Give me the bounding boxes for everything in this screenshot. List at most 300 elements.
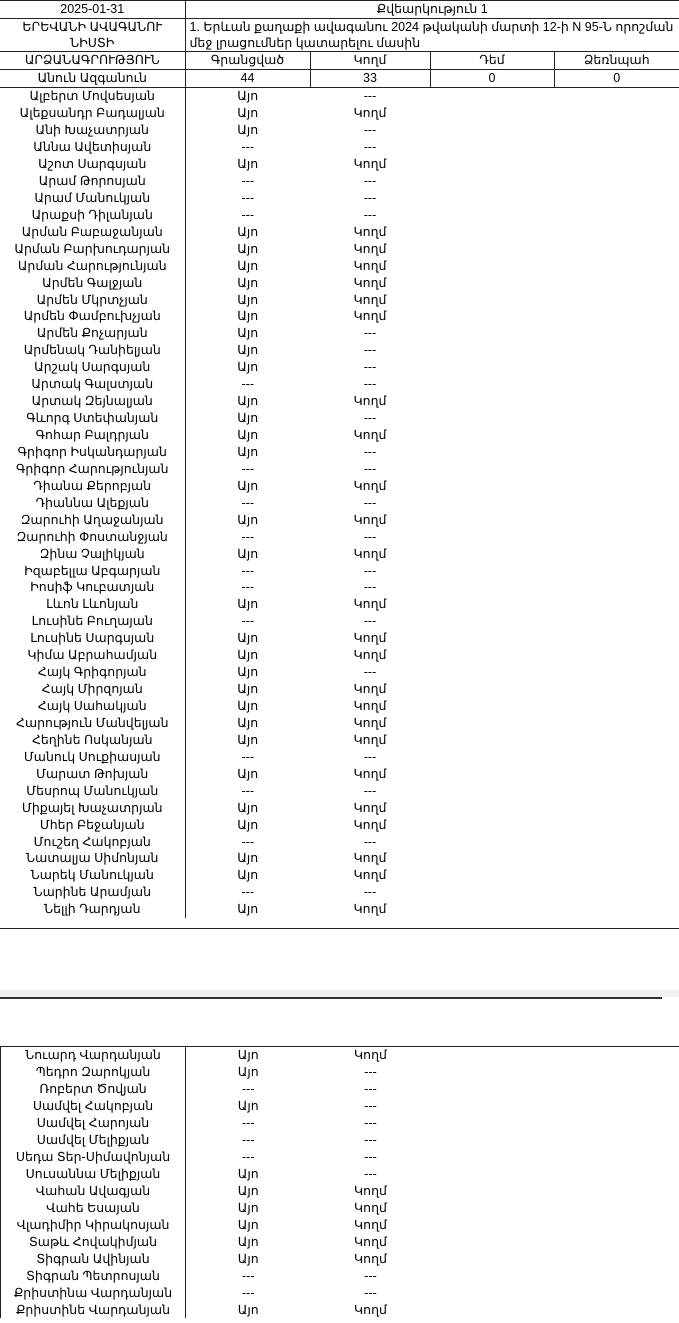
column-header-registered: Գրանցված <box>185 51 310 69</box>
abstain-cell <box>554 206 679 223</box>
registered-status: Այո <box>237 1183 259 1198</box>
member-name: Արմեն Գալջյան <box>0 274 185 291</box>
registered-status: Այո <box>237 444 259 459</box>
member-name: Գրիգոր Իսկանդարյան <box>0 444 185 461</box>
member-row <box>0 901 679 918</box>
abstain-cell <box>554 613 679 630</box>
member-row <box>0 494 679 511</box>
abstain-cell <box>554 122 679 139</box>
registered-status: --- <box>242 1150 255 1165</box>
member-row <box>0 596 679 613</box>
member-row <box>0 511 679 528</box>
against-cell <box>431 1098 555 1115</box>
member-row <box>0 528 679 545</box>
against-cell <box>430 139 554 156</box>
member-name: Իոսիֆ Կուբատյան <box>0 579 185 596</box>
registered-status: Այո <box>237 292 259 307</box>
abstain-cell <box>554 342 679 359</box>
registered-status: Այո <box>237 817 259 832</box>
member-name: Անի Խաչատրյան <box>0 122 185 139</box>
against-cell <box>430 359 554 376</box>
member-name: Քրիստինե Վարդանյան <box>1 1301 186 1318</box>
registered-status: Այո <box>237 766 259 781</box>
member-row <box>1 1166 679 1183</box>
member-row <box>0 460 679 477</box>
abstain-cell <box>554 816 679 833</box>
registered-status: Այո <box>237 275 259 290</box>
abstain-cell <box>554 850 679 867</box>
member-row <box>0 87 679 104</box>
abstain-cell <box>554 562 679 579</box>
member-row <box>0 562 679 579</box>
abstain-cell <box>554 427 679 444</box>
registered-status: Այո <box>237 1099 259 1114</box>
member-name: Միքայել Խաչատրյան <box>0 799 185 816</box>
member-row <box>1 1064 679 1081</box>
total-abstain: 0 <box>554 69 679 87</box>
member-name: Սամվել Հարոյան <box>1 1115 186 1132</box>
member-row <box>0 816 679 833</box>
registered-status: Այո <box>237 1048 259 1063</box>
against-cell <box>430 867 554 884</box>
abstain-cell <box>554 359 679 376</box>
results-sheet-page-2 <box>0 1046 679 1318</box>
abstain-cell <box>555 1183 679 1200</box>
member-name: Լուսինե Բուղայան <box>0 613 185 630</box>
registered-status: Այո <box>237 224 259 239</box>
org-agenda-row <box>0 18 679 51</box>
registered-status: Այո <box>237 343 259 358</box>
against-cell <box>430 833 554 850</box>
registered-status: Այո <box>237 902 259 917</box>
member-row <box>0 240 679 257</box>
registered-status: Այո <box>237 1234 259 1249</box>
member-row <box>0 206 679 223</box>
vote-status: Կողմ <box>353 800 387 815</box>
member-row <box>0 223 679 240</box>
registered-status: Այո <box>237 360 259 375</box>
registered-status: Այո <box>237 665 259 680</box>
against-cell <box>430 545 554 562</box>
abstain-cell <box>554 460 679 477</box>
registered-status: --- <box>241 529 254 544</box>
abstain-cell <box>554 494 679 511</box>
vote-status: --- <box>363 834 377 849</box>
vote-status: --- <box>364 1167 377 1182</box>
against-cell <box>431 1047 555 1064</box>
vote-status: --- <box>363 580 377 595</box>
member-name: Տիգրան Պետրոսյան <box>1 1267 186 1284</box>
registered-status: --- <box>241 749 254 764</box>
abstain-cell <box>554 325 679 342</box>
registered-status: --- <box>241 563 254 578</box>
member-row <box>0 291 679 308</box>
member-name: Մուշեղ Հակոբյան <box>0 833 185 850</box>
member-name: Հայկ Գրիգորյան <box>0 664 185 681</box>
member-row <box>1 1233 679 1250</box>
abstain-cell <box>554 105 679 122</box>
vote-status: Կողմ <box>353 224 387 239</box>
member-name: Արման Բաբաջանյան <box>0 223 185 240</box>
vote-status: --- <box>363 123 377 138</box>
vote-status: Կողմ <box>353 817 387 832</box>
registered-status: Այո <box>237 1167 259 1182</box>
voting-results-table-continued <box>0 1046 679 1318</box>
column-header-name: Անուն Ազգանուն <box>0 69 185 87</box>
registered-status: Այո <box>237 732 259 747</box>
vote-status: Կողմ <box>353 241 387 256</box>
against-cell <box>430 342 554 359</box>
against-cell <box>430 460 554 477</box>
against-cell <box>431 1149 555 1166</box>
against-cell <box>431 1199 555 1216</box>
abstain-cell <box>554 139 679 156</box>
registered-status: Այո <box>237 326 259 341</box>
vote-status: Կողմ <box>353 597 387 612</box>
member-row <box>0 427 679 444</box>
member-row <box>1 1216 679 1233</box>
member-name: Արտակ Գալստյան <box>0 376 185 393</box>
registered-status: Այո <box>237 715 259 730</box>
registered-status: --- <box>241 377 254 392</box>
against-cell <box>430 698 554 715</box>
member-name: Արշակ Սարգսյան <box>0 359 185 376</box>
vote-status: Կողմ <box>354 1302 387 1317</box>
abstain-cell <box>554 410 679 427</box>
registered-status: Այո <box>237 512 259 527</box>
abstain-cell <box>554 647 679 664</box>
abstain-cell <box>554 884 679 901</box>
member-row <box>0 647 679 664</box>
member-row <box>0 748 679 765</box>
vote-status: --- <box>363 529 377 544</box>
vote-status: Կողմ <box>353 292 387 307</box>
against-cell <box>431 1233 555 1250</box>
vote-status: --- <box>363 411 377 426</box>
vote-status: Կողմ <box>353 157 387 172</box>
registered-status: Այո <box>237 106 259 121</box>
member-row <box>0 613 679 630</box>
against-cell <box>430 816 554 833</box>
registered-status: --- <box>241 614 254 629</box>
member-row <box>0 410 679 427</box>
member-name: Զարուհի Փոստանջյան <box>0 528 185 545</box>
against-cell <box>430 291 554 308</box>
registered-status: Այո <box>237 258 259 273</box>
registered-status: Այո <box>237 411 259 426</box>
abstain-cell <box>555 1267 679 1284</box>
vote-status: Կողմ <box>354 1217 387 1232</box>
abstain-cell <box>554 240 679 257</box>
against-cell <box>430 325 554 342</box>
registered-status: --- <box>241 580 254 595</box>
registered-status: Այո <box>237 1200 259 1215</box>
abstain-cell <box>554 579 679 596</box>
registered-status: Այո <box>237 157 259 172</box>
member-name: Ռոբերտ Ծովյան <box>1 1081 186 1098</box>
vote-status: Կողմ <box>353 512 387 527</box>
abstain-cell <box>554 731 679 748</box>
abstain-cell <box>554 511 679 528</box>
member-name: Ալբերտ Մովսեսյան <box>0 87 185 104</box>
member-row <box>0 393 679 410</box>
against-cell <box>430 850 554 867</box>
member-name: Հարություն Մանվելյան <box>0 715 185 732</box>
registered-status: --- <box>241 461 254 476</box>
member-name: Իզաբելլա Աբգարյան <box>0 562 185 579</box>
vote-status: Կողմ <box>353 766 387 781</box>
abstain-cell <box>555 1149 679 1166</box>
total-against: 0 <box>430 69 554 87</box>
member-row <box>0 477 679 494</box>
vote-status: Կողմ <box>353 851 387 866</box>
registered-status: Այո <box>237 631 259 646</box>
member-name: Դիաննա Ալեքյան <box>0 494 185 511</box>
against-cell <box>431 1115 555 1132</box>
against-cell <box>430 444 554 461</box>
member-name: Լուսինե Սարգսյան <box>0 630 185 647</box>
member-name: Զինա Չալիկյան <box>0 545 185 562</box>
abstain-cell <box>555 1199 679 1216</box>
vote-status: --- <box>364 1150 377 1165</box>
registered-status: --- <box>241 783 254 798</box>
against-cell <box>430 427 554 444</box>
member-name: Կիմա Աբրահամյան <box>0 647 185 664</box>
vote-status: --- <box>363 190 377 205</box>
abstain-cell <box>554 291 679 308</box>
abstain-cell <box>554 477 679 494</box>
abstain-cell <box>554 748 679 765</box>
vote-status: Կողմ <box>354 1251 387 1266</box>
member-name: Վահան Ավագյան <box>1 1183 186 1200</box>
member-row <box>1 1115 679 1132</box>
member-name: Տաթև Հովակիմյան <box>1 1233 186 1250</box>
against-cell <box>430 477 554 494</box>
member-row <box>0 376 679 393</box>
against-cell <box>430 376 554 393</box>
vote-status: --- <box>364 1082 377 1097</box>
vote-status: --- <box>363 885 377 900</box>
member-row <box>0 867 679 884</box>
member-name: Մանուկ Սուքիասյան <box>0 748 185 765</box>
against-cell <box>430 715 554 732</box>
abstain-cell <box>555 1301 679 1318</box>
member-name: Հայկ Սահակյան <box>0 698 185 715</box>
against-cell <box>430 782 554 799</box>
member-name: Նելլի Դարդյան <box>0 901 185 918</box>
member-row <box>0 545 679 562</box>
against-cell <box>430 664 554 681</box>
registered-status: --- <box>242 1116 255 1131</box>
vote-status: Կողմ <box>354 1234 387 1249</box>
abstain-cell <box>554 156 679 173</box>
vote-status: Կողմ <box>353 394 387 409</box>
member-rows-page-2 <box>1 1047 679 1319</box>
totals-row <box>0 69 679 87</box>
against-cell <box>430 596 554 613</box>
abstain-cell <box>555 1233 679 1250</box>
abstain-cell <box>555 1115 679 1132</box>
abstain-cell <box>554 867 679 884</box>
vote-status: Կողմ <box>353 868 387 883</box>
registered-status: --- <box>241 173 254 188</box>
member-name: Նատալյա Սիմոնյան <box>0 850 185 867</box>
vote-status: --- <box>363 444 377 459</box>
member-row <box>0 664 679 681</box>
member-row <box>0 799 679 816</box>
vote-status: --- <box>363 495 377 510</box>
vote-status: --- <box>364 1268 377 1283</box>
member-name: Լևոն Լևոնյան <box>0 596 185 613</box>
registered-status: Այո <box>237 1302 259 1317</box>
member-name: Սամվել Մելիքյան <box>1 1132 186 1149</box>
against-cell <box>430 765 554 782</box>
abstain-cell <box>554 545 679 562</box>
vote-status: Կողմ <box>353 275 387 290</box>
member-name: Սեդա Տեր-Սիմավոնյան <box>1 1149 186 1166</box>
member-name: Արամ Թորոսյան <box>0 173 185 190</box>
member-row <box>0 731 679 748</box>
against-cell <box>430 189 554 206</box>
org-title-line-1: ԵՐԵՎԱՆԻ ԱՎԱԳԱՆՈՒ <box>22 19 163 34</box>
registered-status: Այո <box>237 648 259 663</box>
vote-status: --- <box>363 360 377 375</box>
total-for: 33 <box>310 69 430 87</box>
abstain-cell <box>554 393 679 410</box>
against-cell <box>430 223 554 240</box>
against-cell <box>431 1081 555 1098</box>
member-row <box>0 782 679 799</box>
vote-status: --- <box>363 343 377 358</box>
vote-status: --- <box>364 1099 377 1114</box>
abstain-cell <box>554 257 679 274</box>
against-cell <box>430 105 554 122</box>
member-name: Արամ Մանուկյան <box>0 189 185 206</box>
member-row <box>1 1098 679 1115</box>
member-row <box>0 630 679 647</box>
abstain-cell <box>555 1216 679 1233</box>
member-row <box>1 1301 679 1318</box>
vote-status: --- <box>363 461 377 476</box>
vote-status: Կողմ <box>353 309 387 324</box>
agenda-item-title: 1. Երևան քաղաքի ավագանու 2024 թվականի մարտի 12-ի N 95-Ն որոշման մեջ լրացումներ կատարելու մասին <box>185 18 679 51</box>
against-cell <box>430 630 554 647</box>
column-header-against: Դեմ <box>430 51 554 69</box>
member-name: Նարեկ Մանուկյան <box>0 867 185 884</box>
against-cell <box>430 393 554 410</box>
vote-status: Կողմ <box>353 732 387 747</box>
registered-status: --- <box>241 190 254 205</box>
against-cell <box>431 1183 555 1200</box>
against-cell <box>431 1250 555 1267</box>
against-cell <box>430 156 554 173</box>
vote-status: --- <box>363 173 377 188</box>
vote-status: --- <box>363 377 377 392</box>
abstain-cell <box>555 1081 679 1098</box>
registered-status: Այո <box>237 1065 259 1080</box>
member-name: Ալեքսանդր Բադալյան <box>0 105 185 122</box>
session-date: 2025-01-31 <box>0 1 185 19</box>
abstain-cell <box>555 1284 679 1301</box>
member-row <box>0 359 679 376</box>
member-name: Պեդրո Զարոկյան <box>1 1064 186 1081</box>
registered-status: --- <box>241 207 254 222</box>
against-cell <box>430 257 554 274</box>
abstain-cell <box>554 664 679 681</box>
against-cell <box>430 901 554 918</box>
column-header-row <box>0 51 679 69</box>
vote-status: Կողմ <box>353 682 387 697</box>
member-row <box>0 884 679 901</box>
against-cell <box>430 579 554 596</box>
abstain-cell <box>555 1064 679 1081</box>
against-cell <box>431 1064 555 1081</box>
registered-status: --- <box>241 140 254 155</box>
member-row <box>1 1267 679 1284</box>
member-name: Մարատ Թոխյան <box>0 765 185 782</box>
member-name: Աշոտ Սարգսյան <box>0 156 185 173</box>
abstain-cell <box>554 765 679 782</box>
abstain-cell <box>554 596 679 613</box>
against-cell <box>431 1284 555 1301</box>
against-cell <box>430 173 554 190</box>
registered-status: --- <box>242 1133 255 1148</box>
abstain-cell <box>554 715 679 732</box>
member-row <box>0 681 679 698</box>
member-name: Արտակ Զեյնալյան <box>0 393 185 410</box>
member-row <box>0 765 679 782</box>
registered-status: Այո <box>237 123 259 138</box>
member-name: Արման Բարխուդարյան <box>0 240 185 257</box>
registered-status: Այո <box>237 394 259 409</box>
abstain-cell <box>554 274 679 291</box>
member-row <box>0 325 679 342</box>
vote-status: --- <box>364 1065 377 1080</box>
registered-status: --- <box>242 1268 255 1283</box>
vote-status: Կողմ <box>353 699 387 714</box>
registered-status: Այո <box>237 89 259 104</box>
registered-status: Այո <box>237 309 259 324</box>
against-cell <box>430 87 554 104</box>
member-name: Արաքսի Դիլանյան <box>0 206 185 223</box>
against-cell <box>431 1267 555 1284</box>
member-row <box>0 139 679 156</box>
against-cell <box>430 884 554 901</box>
member-row <box>0 156 679 173</box>
registered-status: Այո <box>237 546 259 561</box>
vote-status: --- <box>363 563 377 578</box>
member-row <box>0 189 679 206</box>
registered-status: Այո <box>237 800 259 815</box>
vote-status: --- <box>363 326 377 341</box>
member-name: Նարինե Արամյան <box>0 884 185 901</box>
member-name: Վահե Եսայան <box>1 1199 186 1216</box>
against-cell <box>430 748 554 765</box>
member-name: Աննա Ավետիսյան <box>0 139 185 156</box>
member-row <box>1 1149 679 1166</box>
vote-status: Կողմ <box>354 1048 387 1063</box>
abstain-cell <box>554 681 679 698</box>
member-name: Արման Հարությունյան <box>0 257 185 274</box>
member-name: Սուսաննա Մելիքյան <box>1 1166 186 1183</box>
vote-status: --- <box>364 1133 377 1148</box>
member-row <box>0 274 679 291</box>
member-name: Քրիստինա Վարդանյան <box>1 1284 186 1301</box>
abstain-cell <box>555 1166 679 1183</box>
against-cell <box>431 1216 555 1233</box>
against-cell <box>430 410 554 427</box>
vote-number-label: Քվեարկություն 1 <box>185 1 679 19</box>
